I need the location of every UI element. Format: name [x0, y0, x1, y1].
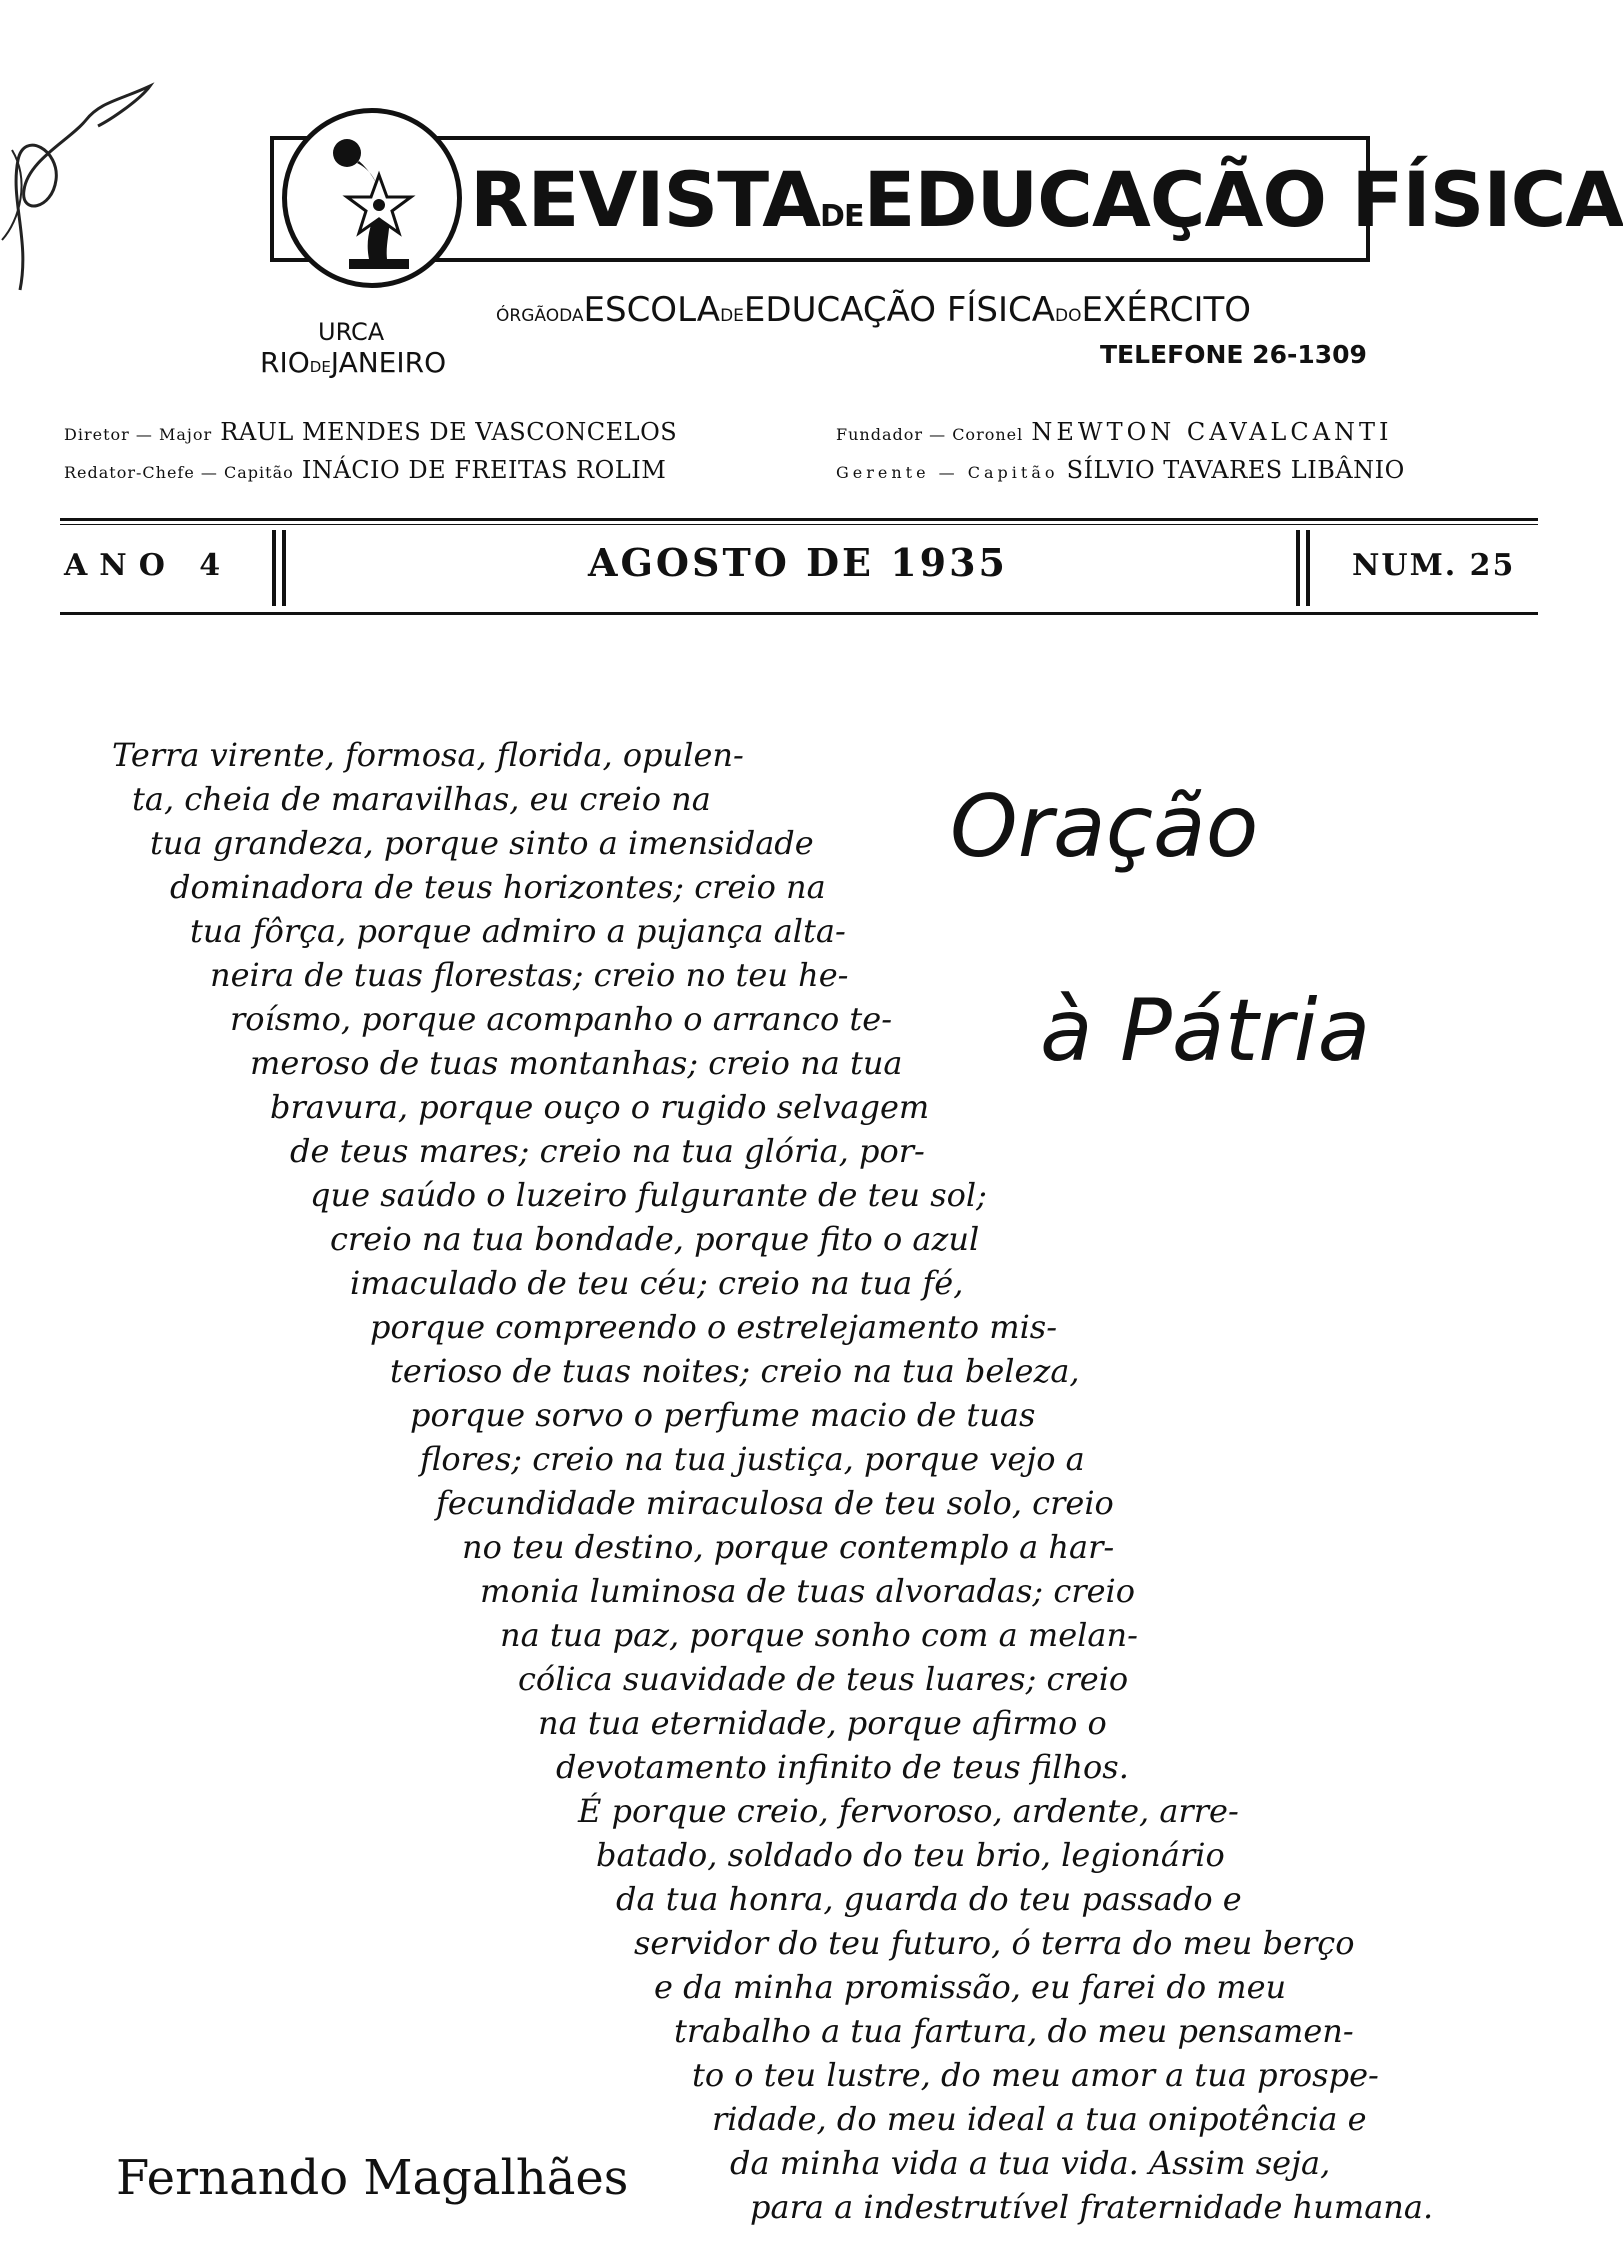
poem-line: Terra virente, formosa, florida, opulen-	[112, 736, 744, 774]
poem-line: para a indestrutível fraternidade humana.	[750, 2188, 1434, 2226]
poem-line: cólica suavidade de teus luares; creio	[518, 1660, 1129, 1698]
poem-line: porque compreendo o estrelejamento mis-	[370, 1308, 1058, 1346]
poem-line: bravura, porque ouço o rugido selvagem	[270, 1088, 930, 1126]
article-author: Fernando Magalhães	[116, 2150, 629, 2206]
poem-line: porque sorvo o perfume macio de tuas	[410, 1396, 1036, 1434]
poem-line: imaculado de teu céu; creio na tua fé,	[350, 1264, 964, 1302]
poem-line: meroso de tuas montanhas; creio na tua	[250, 1044, 903, 1082]
article-title-line1: Oração	[950, 777, 1259, 877]
poem-line: roísmo, porque acompanho o arranco te-	[230, 1000, 893, 1038]
poem-line: dominadora de teus horizontes; creio na	[170, 868, 826, 906]
poem-line: na tua paz, porque sonho com a melan-	[500, 1616, 1138, 1654]
location-urca: URCA	[318, 318, 385, 346]
manager-line: Gerente — Capitão SÍLVIO TAVARES LIBÂNIO	[836, 456, 1405, 484]
issue-year: ANO 4	[64, 548, 233, 583]
article-title-line2: à Pátria	[1040, 981, 1371, 1081]
poem-line: batado, soldado do teu brio, legionário	[596, 1836, 1225, 1874]
location-city: RIODEJANEIRO	[260, 346, 447, 379]
poem-line: de teus mares; creio na tua glória, por-	[290, 1132, 925, 1170]
poem-line: É porque creio, fervoroso, ardente, arre-	[578, 1792, 1239, 1830]
rule-bottom	[60, 612, 1538, 615]
poem-line: ta, cheia de maravilhas, eu creio na	[132, 780, 711, 818]
organ-line: ÓRGÃODAESCOLADEEDUCAÇÃO FÍSICADOEXÉRCITO	[496, 290, 1252, 330]
poem-line: monia luminosa de tuas alvoradas; creio	[480, 1572, 1136, 1610]
poem-line: e da minha promissão, eu farei do meu	[654, 1968, 1287, 2006]
divider-left-1	[272, 530, 276, 606]
magazine-title: REVISTADEEDUCAÇÃO FÍSICA	[470, 155, 1623, 244]
telephone: TELEFONE 26-1309	[1100, 340, 1367, 369]
founder-line: Fundador — Coronel NEWTON CAVALCANTI	[836, 418, 1393, 446]
rule-top	[60, 518, 1538, 521]
poem-line: servidor do teu futuro, ó terra do meu berço	[634, 1924, 1355, 1962]
athlete-star-icon	[287, 113, 457, 283]
poem-line: tua fôrça, porque admiro a pujança alta-	[190, 912, 846, 950]
divider-left-2	[282, 530, 286, 606]
editor-line: Redator-Chefe — Capitão INÁCIO DE FREITAS ROLIM	[64, 456, 667, 484]
director-line: Diretor — Major RAUL MENDES DE VASCONCELOS	[64, 418, 678, 446]
poem-line: terioso de tuas noites; creio na tua beleza,	[390, 1352, 1080, 1390]
poem-line: fecundidade miraculosa de teu solo, creio	[436, 1484, 1114, 1522]
poem-line: ridade, do meu ideal a tua onipotência e	[712, 2100, 1367, 2138]
poem-line: trabalho a tua fartura, do meu pensamen-	[674, 2012, 1354, 2050]
poem-line: tua grandeza, porque sinto a imensidade	[150, 824, 814, 862]
poem-line: no teu destino, porque contemplo a har-	[462, 1528, 1115, 1566]
poem-line: da minha vida a tua vida. Assim seja,	[730, 2144, 1331, 2182]
issue-number: NUM. 25	[1352, 548, 1516, 583]
poem-line: flores; creio na tua justiça, porque vejo a	[420, 1440, 1085, 1478]
handwritten-signature	[0, 40, 170, 300]
poem-line: to o teu lustre, do meu amor a tua prospe-	[692, 2056, 1379, 2094]
rule-top-thin	[60, 524, 1538, 525]
divider-right-2	[1306, 530, 1310, 606]
poem-line: neira de tuas florestas; creio no teu he-	[210, 956, 849, 994]
poem-line: devotamento infinito de teus filhos.	[556, 1748, 1129, 1786]
divider-right-1	[1296, 530, 1300, 606]
poem-line: que saúdo o luzeiro fulgurante de teu sol;	[310, 1176, 987, 1214]
poem-line: na tua eternidade, porque afirmo o	[538, 1704, 1107, 1742]
poem-line: creio na tua bondade, porque fito o azul	[330, 1220, 980, 1258]
poem-line: da tua honra, guarda do teu passado e	[616, 1880, 1242, 1918]
discus-thrower-emblem	[282, 108, 462, 288]
issue-date: AGOSTO DE 1935	[588, 540, 1008, 585]
